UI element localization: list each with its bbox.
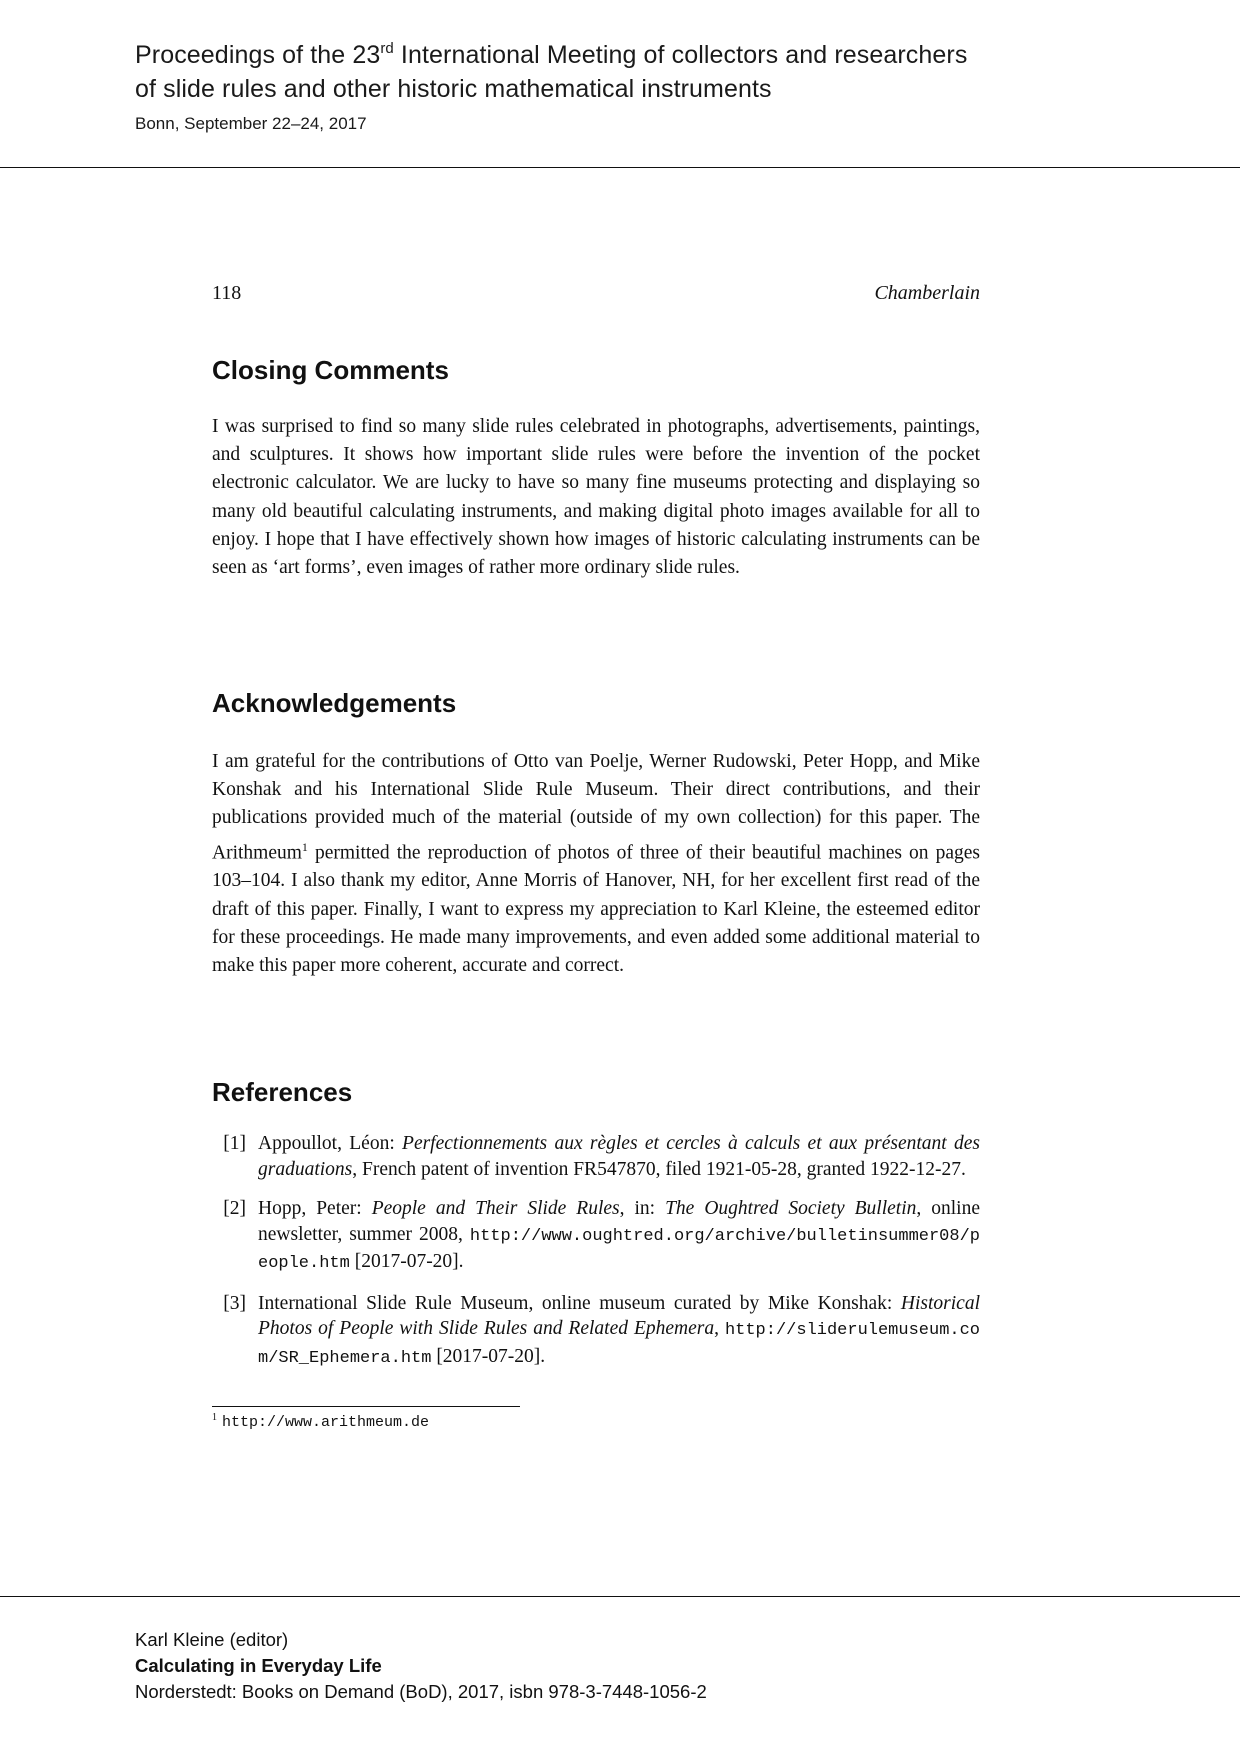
proceedings-title-line2: of slide rules and other historic mathematical instruments (135, 75, 772, 103)
footnote-marker[interactable]: 1 (301, 839, 308, 854)
footnote-url-link[interactable]: http://www.arithmeum.de (222, 1414, 430, 1431)
running-head (212, 282, 980, 305)
footnote-rule (212, 1406, 520, 1407)
reference-author: International Slide Rule Museum, online museum curated by Mike Konshak: (258, 1292, 901, 1314)
reference-url-link[interactable]: http://sliderulemuseum.com/SR_Ephemera.htm (258, 1321, 980, 1368)
book-title: Calculating in Everyday Life (135, 1655, 382, 1676)
reference-item (212, 1196, 980, 1277)
reference-details: , French patent of invention FR547870, filed 1921-05-28, granted 1922-12-27. (352, 1158, 966, 1180)
proceedings-header (135, 38, 1115, 134)
reference-title: Perfectionnements aux règles et cercles à calculs et aux présentant des graduations (258, 1133, 980, 1180)
acknowledgements-text-part2: permitted the reproduction of photos of three of their beautiful machines on pages 103–104. I also thank my editor, Anne Morris of Hanover, NH, for her excellent first read of the draft of this paper. Finally, I want to express my appreciation to Karl Kleine, the esteemed editor for these proceedings. He made many improvements, and even added some additional material to make this paper more coherent, accurate and correct. (212, 842, 980, 976)
reference-body (258, 1291, 980, 1372)
publication-footer (135, 1627, 707, 1705)
reference-url-link[interactable]: http://www.oughtred.org/archive/bulletinsummer08/people.htm (258, 1226, 980, 1273)
acknowledgements-paragraph (212, 748, 980, 980)
publisher-line: Norderstedt: Books on Demand (BoD), 2017, isbn 978-3-7448-1056-2 (135, 1681, 707, 1702)
proceedings-title (135, 38, 1115, 106)
page-number: 118 (212, 282, 242, 304)
reference-journal: The Oughtred Society Bulletin (665, 1198, 917, 1219)
footnote (212, 1412, 429, 1431)
closing-comments-paragraph: I was surprised to find so many slide rules celebrated in photographs, advertisements, paintings, and sculptures. It shows how important slide rules were before the invention of the pocket electronic calculator. We are lucky to have so many fine museums protecting and displaying so many old beautiful calculating instruments, and making digital photo images available for all to enjoy. I hope that I have effectively shown how images of historic calculating instruments can be seen as ‘art forms’, even images of rather more ordinary slide rules. (212, 416, 980, 579)
ordinal-superscript: rd (380, 40, 394, 57)
reference-body (258, 1196, 980, 1277)
editor-line: Karl Kleine (editor) (135, 1629, 289, 1650)
reference-access-date: [2017-07-20]. (431, 1345, 546, 1367)
section-title-acknowledgements (212, 688, 456, 719)
reference-number: [3] (223, 1292, 246, 1314)
reference-item (212, 1291, 980, 1372)
reference-title: People and Their Slide Rules (371, 1198, 620, 1219)
reference-item (212, 1131, 980, 1182)
header-divider (0, 167, 1240, 168)
acknowledgements-text-part1: I am grateful for the contributions of Otto van Poelje, Werner Rudowski, Peter Hopp, and Mike Konshak and his International Slide Rule Museum. Their direct contributions, and their publications provided much of the material (outside of my own collection) for this paper. The Arithmeum (212, 751, 980, 864)
reference-connector: , in: (619, 1198, 666, 1219)
reference-details: , (714, 1318, 725, 1339)
footnote-number: 1 (212, 1412, 217, 1423)
proceedings-title-part1: Proceedings of the 23 (135, 41, 381, 69)
acknowledgements-title-text: Acknowledgements (212, 688, 457, 718)
reference-access-date: [2017-07-20]. (349, 1251, 464, 1272)
reference-list (212, 1131, 980, 1385)
reference-details: , online newsletter, summer 2008, (258, 1198, 980, 1245)
section-title-references: References (212, 1077, 353, 1107)
reference-author: Hopp, Peter: (258, 1198, 372, 1219)
reference-number: [2] (223, 1198, 246, 1219)
reference-author: Appoullot, Léon: (258, 1133, 403, 1154)
proceedings-location-date: Bonn, September 22–24, 2017 (135, 114, 367, 133)
running-head-author: Chamberlain (874, 282, 980, 304)
reference-body (258, 1131, 980, 1182)
proceedings-title-part2: International Meeting of collectors and researchers (393, 41, 968, 69)
footer-divider (0, 1596, 1240, 1597)
section-title-closing-comments: Closing Comments (212, 355, 449, 385)
reference-number: [1] (223, 1133, 246, 1154)
reference-title: Historical Photos of People with Slide Rules and Related Ephemera (258, 1292, 980, 1339)
